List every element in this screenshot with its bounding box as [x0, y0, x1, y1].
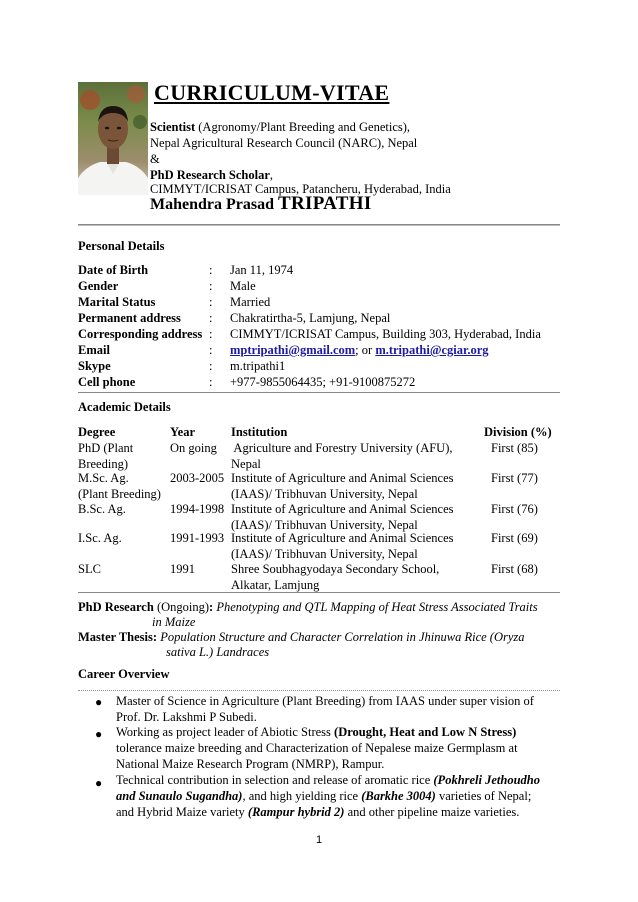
- personal-row: [78, 262, 560, 278]
- cell-year: 1991: [170, 562, 195, 576]
- name-first: Mahendra Prasad: [150, 196, 278, 213]
- header-role-line: [150, 119, 410, 135]
- row-colon: :: [209, 375, 213, 389]
- divider: [78, 690, 560, 691]
- row-label: Corresponding address: [78, 327, 203, 341]
- colon: :: [209, 600, 217, 614]
- header-organization: Nepal Agricultural Research Council (NARC), Nepal: [150, 136, 418, 150]
- row-colon: :: [209, 327, 213, 341]
- cell-year: On going: [170, 441, 217, 455]
- skype-row: [78, 358, 560, 374]
- row-colon: :: [209, 279, 213, 293]
- role-scientist: Scientist: [150, 120, 196, 134]
- header-ampersand: &: [150, 152, 160, 166]
- row-label: Marital Status: [78, 295, 156, 309]
- text: and Hybrid Maize variety: [116, 805, 248, 819]
- cell-year: 2003-2005: [170, 471, 225, 485]
- cell-degree: SLC: [78, 562, 101, 576]
- text: and other pipeline maize varieties.: [344, 805, 520, 819]
- row-value: Chakratirtha-5, Lamjung, Nepal: [230, 311, 391, 325]
- row-colon: :: [209, 295, 213, 309]
- comma: ,: [269, 168, 274, 182]
- divider: [78, 592, 560, 593]
- master-thesis-title-cont: [166, 644, 269, 660]
- email-link-gmail[interactable]: mptripathi@gmail.com: [230, 343, 356, 357]
- career-overview-heading: Career Overview: [78, 667, 170, 681]
- cell-institution-cont: Alkatar, Lamjung: [231, 578, 320, 592]
- career-item-text-cont: tolerance maize breeding and Characterization of Nepalese maize Germplasm at: [116, 741, 518, 755]
- row-label: Email: [78, 343, 110, 357]
- email-separator: ; or: [355, 343, 376, 357]
- bullet-icon: ●: [95, 695, 103, 709]
- row-colon: :: [209, 359, 213, 373]
- col-header-institution: Institution: [231, 425, 288, 439]
- highlight: and Sunaulo Sugandha): [116, 789, 243, 803]
- row-value: Male: [230, 279, 256, 293]
- personal-row: [78, 278, 560, 294]
- cell-division: First (77): [491, 471, 538, 485]
- col-header-year: Year: [170, 425, 195, 439]
- role-phd-scholar: PhD Research Scholar: [150, 168, 270, 182]
- highlight: (Drought, Heat and Low N Stress): [334, 725, 517, 739]
- bullet-icon: ●: [95, 727, 103, 741]
- colon: :: [152, 630, 161, 644]
- cell-degree: I.Sc. Ag.: [78, 531, 122, 545]
- row-label: Cell phone: [78, 375, 136, 389]
- career-item-text-cont: [116, 804, 560, 820]
- cell-institution: Agriculture and Forestry University (AFU),: [231, 441, 453, 455]
- cell-institution: Institute of Agriculture and Animal Sciences: [231, 471, 454, 485]
- cell-institution-cont: (IAAS)/ Tribhuvan University, Nepal: [231, 487, 418, 501]
- personal-details-heading: Personal Details: [78, 239, 165, 253]
- cell-division: First (68): [491, 562, 538, 576]
- table-row: [78, 470, 161, 502]
- phd-research-title: Phenotyping and QTL Mapping of Heat Stress Associated Traits: [216, 600, 538, 614]
- text: Technical contribution in selection and release of aromatic rice: [116, 773, 434, 787]
- cell-division: First (76): [491, 502, 538, 516]
- highlight: (Rampur hybrid 2): [247, 805, 345, 819]
- career-item-text-cont: [116, 788, 560, 804]
- cell-institution-cont: (IAAS)/ Tribhuvan University, Nepal: [231, 518, 418, 532]
- cell-degree: PhD (Plant: [78, 441, 134, 455]
- phd-research-line: [78, 599, 538, 615]
- phd-research-title-cont-text: in Maize: [152, 615, 196, 629]
- cell-division: First (85): [491, 441, 538, 455]
- email-row: [78, 342, 560, 358]
- cv-title: CURRICULUM-VITAE: [154, 80, 390, 105]
- row-value: Jan 11, 1974: [230, 263, 294, 277]
- cell-degree-cont: (Plant Breeding): [78, 487, 161, 501]
- text: varieties of Nepal;: [435, 789, 532, 803]
- highlight: (Pokhreli Jethoudho: [433, 773, 541, 787]
- master-thesis-title-cont-text: sativa L.) Landraces: [166, 645, 270, 659]
- career-item: [116, 724, 560, 772]
- col-header-degree: Degree: [78, 425, 116, 439]
- phd-research-title-cont: [152, 614, 195, 630]
- personal-row: [78, 310, 560, 326]
- master-thesis-title: Population Structure and Character Correlation in Jhinuwa Rice (Oryza: [160, 630, 525, 644]
- phd-research-status: (Ongoing): [153, 600, 210, 614]
- row-colon: :: [209, 263, 213, 277]
- phd-research-label: PhD Research: [78, 600, 154, 614]
- header-campus: CIMMYT/ICRISAT Campus, Patancheru, Hyderabad, India: [150, 182, 451, 196]
- career-item-text-cont: Prof. Dr. Lakshmi P Subedi.: [116, 710, 257, 724]
- personal-row: [78, 294, 560, 310]
- row-label: Gender: [78, 279, 119, 293]
- role-field: (Agronomy/Plant Breeding and Genetics),: [195, 120, 411, 134]
- career-item-text: [116, 772, 560, 788]
- cell-year: 1994-1998: [170, 502, 225, 516]
- cell-row: [78, 374, 560, 390]
- row-value: CIMMYT/ICRISAT Campus, Building 303, Hyderabad, India: [230, 327, 541, 341]
- cell-year: 1991-1993: [170, 531, 225, 545]
- page-number: 1: [315, 834, 323, 846]
- text: , and high yielding rice: [242, 789, 362, 803]
- cell-degree: B.Sc. Ag.: [78, 502, 126, 516]
- row-value: m.tripathi1: [230, 359, 286, 373]
- row-colon: :: [209, 311, 213, 325]
- academic-details-heading: Academic Details: [78, 400, 171, 414]
- row-value: [230, 342, 489, 358]
- master-thesis-line: [78, 629, 525, 645]
- text: Working as project leader of Abiotic Stress: [116, 725, 335, 739]
- person-name: [150, 193, 372, 215]
- divider: [78, 392, 560, 393]
- name-last: TRIPATHI: [278, 193, 372, 214]
- cell-institution: Institute of Agriculture and Animal Sciences: [231, 502, 454, 516]
- career-item-text-cont: National Maize Research Program (NMRP), Rampur.: [116, 757, 385, 771]
- email-link-cgiar[interactable]: m.tripathi@cgiar.org: [375, 343, 489, 357]
- row-label: Date of Birth: [78, 263, 149, 277]
- row-value: +977-9855064435; +91-9100875272: [230, 375, 416, 389]
- col-header-division: Division (%): [484, 425, 552, 439]
- career-item: [116, 693, 560, 725]
- career-item-text: Master of Science in Agriculture (Plant Breeding) from IAAS under super vision of: [116, 694, 534, 708]
- cell-institution-cont: Nepal: [231, 457, 261, 471]
- profile-photo: [78, 82, 148, 195]
- row-label: Permanent address: [78, 311, 181, 325]
- row-label: Skype: [78, 359, 111, 373]
- bullet-icon: ●: [95, 776, 103, 790]
- master-thesis-label: Master Thesis: [78, 630, 153, 644]
- cell-institution-cont: (IAAS)/ Tribhuvan University, Nepal: [231, 547, 418, 561]
- cell-institution: Shree Soubhagyodaya Secondary School,: [231, 562, 440, 576]
- highlight: (Barkhe 3004): [361, 789, 436, 803]
- career-item-text: [116, 724, 560, 740]
- row-colon: :: [209, 343, 213, 357]
- divider: [78, 224, 560, 225]
- cell-institution: Institute of Agriculture and Animal Sciences: [231, 531, 454, 545]
- cell-division: First (69): [491, 531, 538, 545]
- cell-degree: M.Sc. Ag.: [78, 471, 129, 485]
- table-row: [78, 440, 133, 472]
- row-value: Married: [230, 295, 271, 309]
- career-item: [116, 772, 560, 820]
- personal-row: [78, 326, 560, 342]
- cell-degree-cont: Breeding): [78, 457, 128, 471]
